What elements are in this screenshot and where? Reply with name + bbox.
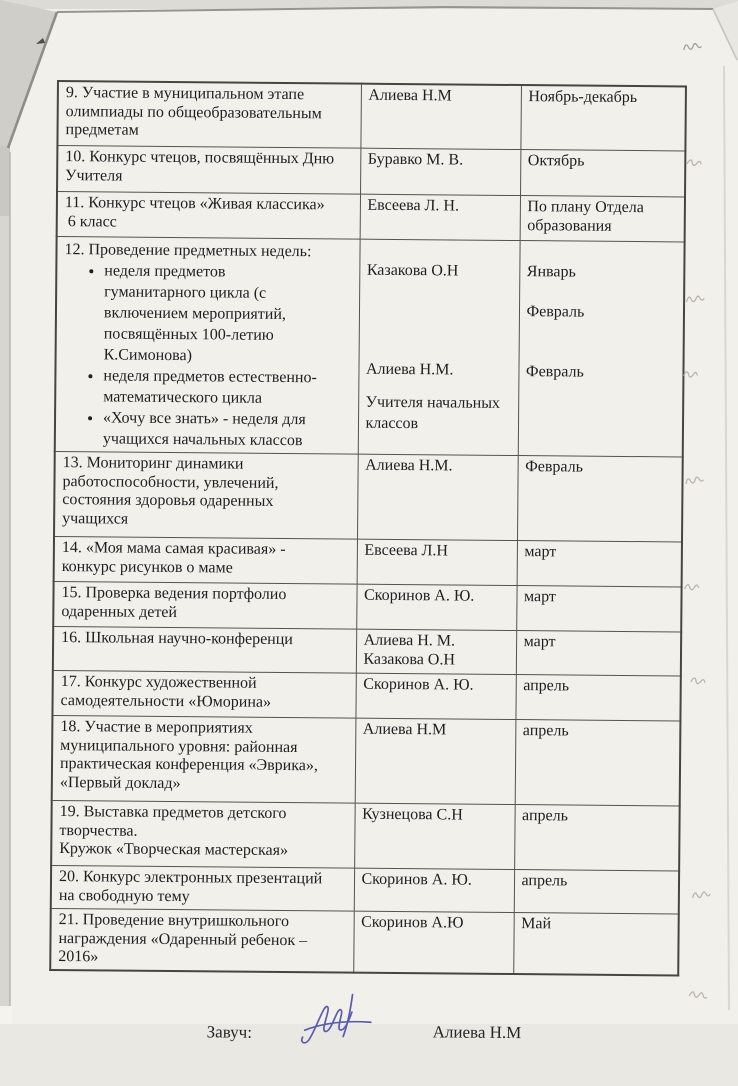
activity-line: 15. Проверка ведения портфолио одаренных детей: [61, 584, 287, 621]
period-text: март: [524, 543, 557, 561]
activity-line: 19. Выставка предметов детского творчества.: [59, 803, 287, 840]
period-cell: [518, 241, 685, 457]
activity-line: 2016»: [58, 948, 99, 966]
activity-line: 21. Проведение внутришкольного награждения «Одаренный ребенок –: [58, 911, 308, 949]
table-row-15: [53, 581, 681, 631]
period-text: апрель: [522, 807, 569, 825]
table-row-11: [57, 192, 685, 242]
responsible-name: Казакова О.Н: [363, 650, 456, 668]
activity-cell: [53, 626, 356, 673]
period-text: Ноябрь-декабрь: [528, 88, 638, 107]
responsible-cell: [354, 868, 514, 912]
activity-line: 20. Конкурс электронных презентаций на свободную тему: [58, 868, 323, 905]
activity-line: 6 класс: [67, 212, 117, 231]
activity-cell: [54, 451, 358, 539]
period-cell: [516, 631, 681, 676]
bullet-item: • «Хочу все знать» - неделя для учащихся начальных классов: [103, 407, 343, 451]
activity-line: 17. Конкурс художественной самодеятельности «Юморина»: [60, 673, 272, 711]
responsible-cell: [360, 194, 520, 240]
period-text: апрель: [522, 722, 569, 740]
period-cell: [515, 675, 680, 721]
bullet-item: • неделя предметов естественно-математического цикла: [103, 365, 343, 409]
responsible-name: Алиева Н.М: [362, 720, 447, 739]
activity-cell: [57, 192, 360, 240]
responsible-name: Алиева Н.М.: [365, 360, 454, 379]
activity-line: 18. Участие в мероприятиях муниципального уровня: районная практическая конференция «Эврика», «Первый доклад»: [59, 718, 318, 792]
period-cell: [513, 913, 679, 975]
table-row-19: [51, 800, 680, 870]
activity-cell: [54, 536, 357, 584]
table-row-12: [55, 237, 685, 457]
activity-cell: [52, 670, 355, 718]
activity-cell: [55, 237, 360, 455]
activity-cell: [50, 908, 354, 972]
responsible-cell: [357, 454, 518, 540]
table-row-9: [57, 81, 686, 151]
activity-line: 11. Конкурс чтецов «Живая классика»: [64, 194, 325, 214]
table-row-17: [52, 670, 680, 720]
period-cell: [517, 456, 683, 542]
table-row-20: [51, 865, 679, 913]
signature-icon: [295, 991, 380, 1055]
responsible-name: Евсеева Л. Н.: [367, 196, 460, 215]
responsible-cell: [354, 803, 515, 869]
signature-block: [48, 970, 677, 1085]
responsible-cell: [355, 673, 515, 719]
responsible-name: Казакова О.Н: [366, 261, 459, 280]
activity-cell: [53, 581, 356, 629]
period-cell: [515, 720, 681, 806]
sheet-content: [48, 80, 685, 1086]
plan-table: [49, 80, 687, 976]
period-cell: [514, 805, 680, 871]
period-cell: [514, 870, 679, 914]
responsible-cell: [360, 148, 520, 195]
signed-by-name: Алиева Н.М: [432, 1021, 522, 1042]
period-text: апрель: [523, 677, 570, 695]
period-cell: [520, 85, 686, 151]
table-row-13: [54, 451, 683, 541]
period-text: Январь: [526, 263, 576, 281]
period-cell: [520, 196, 685, 242]
role-label: Завуч:: [206, 1021, 253, 1042]
responsible-name: Алиева Н.М.: [365, 456, 453, 475]
activity-line: 9. Участие в муниципальном этапе олимпиады по общеобразовательным предметам: [65, 84, 322, 139]
activity-cell: [51, 800, 355, 868]
margin-scribble-icon: [683, 43, 710, 999]
table-row-21: [50, 908, 679, 974]
table-row-18: [52, 715, 681, 805]
period-text: Октябрь: [527, 152, 585, 170]
period-text: Февраль: [526, 303, 585, 321]
bullet-item: • неделя предметов гуманитарного цикла (с включением мероприятий, посвящённых 100-летию К.Симонова): [104, 260, 344, 367]
period-text: По плану Отдела образования: [527, 198, 644, 235]
activity-line: 16. Школьная научно-конференци: [61, 629, 293, 649]
table-row-16: [53, 626, 681, 675]
activity-line: Кружок «Творческая мастерская»: [59, 840, 289, 860]
period-cell: [517, 541, 682, 587]
responsible-cell: [356, 584, 516, 630]
period-cell: [520, 150, 685, 197]
table-row-10: [57, 146, 685, 197]
activity-line: 14. «Моя мама самая красивая» - конкурс рисунков о маме: [61, 539, 286, 577]
responsible-cell: [357, 539, 517, 585]
responsible-name: Буравко М. В.: [367, 150, 464, 169]
period-text: Февраль: [525, 458, 584, 476]
responsible-name: Алиева Н. М.: [363, 631, 456, 650]
period-text: Февраль: [525, 363, 584, 381]
period-text: март: [523, 588, 556, 606]
activity-line: 10. Конкурс чтецов, посвящённых Дню Учителя: [65, 148, 335, 185]
period-text: март: [523, 633, 556, 651]
responsible-cell: [355, 718, 516, 804]
activity-cell: [51, 865, 354, 911]
responsible-name: Евсеева Л.Н: [364, 541, 449, 560]
activity-cell: [52, 715, 356, 803]
activity-cell: [57, 81, 361, 148]
activity-cell: [57, 146, 360, 195]
responsible-name: Скоринов А. Ю.: [363, 675, 474, 694]
period-text: апрель: [521, 872, 568, 890]
activity-line: 13. Мониторинг динамики работоспособности, увлечений, состояния здоровья одаренных учащихся: [62, 454, 279, 528]
responsible-name: Алиева Н.М: [368, 86, 452, 105]
responsible-name: Скоринов А.Ю: [361, 913, 464, 932]
responsible-name: Скоринов А. Ю.: [361, 870, 472, 889]
responsible-cell: [358, 239, 520, 455]
period-text: Май: [521, 915, 552, 933]
activity-bullet-list: [63, 260, 344, 451]
responsible-name: Учителя начальных классов: [365, 393, 501, 433]
activity-line: 12. Проведение предметных недель:: [64, 241, 312, 261]
responsible-cell: [353, 911, 514, 973]
responsible-name: Скоринов А. Ю.: [363, 586, 475, 605]
responsible-name: Кузнецова С.Н: [362, 805, 463, 824]
responsible-cell: [360, 84, 521, 150]
table-row-14: [54, 536, 682, 586]
responsible-cell: [356, 629, 516, 674]
period-cell: [516, 586, 681, 632]
